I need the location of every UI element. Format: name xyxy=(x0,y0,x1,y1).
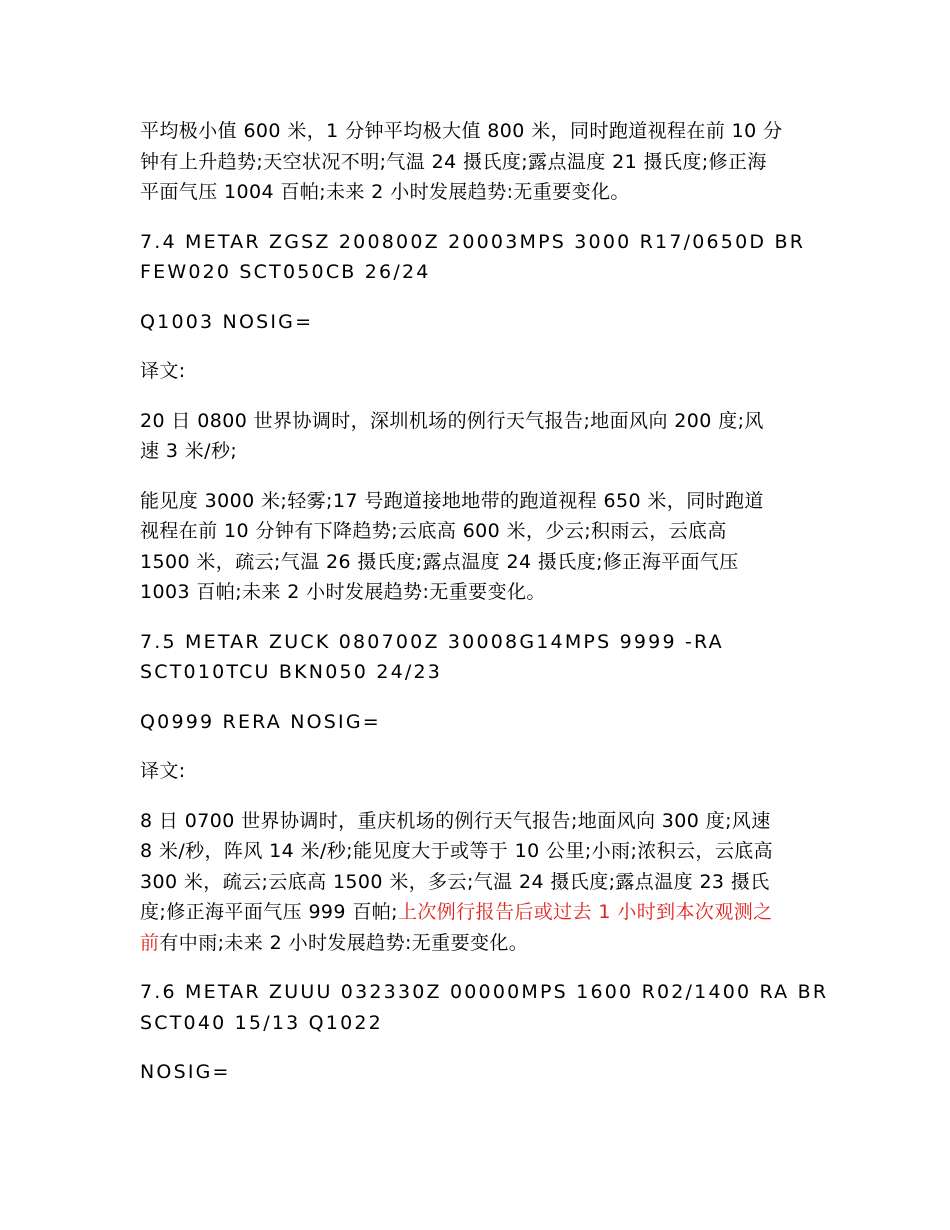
text-line: 8 米/秒，阵风 14 米/秒;能见度大于或等于 10 公里;小雨;浓积云，云底高 xyxy=(140,840,774,862)
text-line: 平面气压 1004 百帕;未来 2 小时发展趋势:无重要变化。 xyxy=(140,181,630,203)
text-line: 1003 百帕;未来 2 小时发展趋势:无重要变化。 xyxy=(140,581,546,603)
paragraph-rvr-continuation xyxy=(140,116,820,208)
mixed-text-line xyxy=(140,928,820,959)
code-line: SCT040 15/13 Q1022 xyxy=(140,1011,383,1034)
metar-code-7-6 xyxy=(140,977,829,1038)
metar-code-7-5-end xyxy=(140,707,820,738)
text-segment: 有中雨;未来 2 小时发展趋势:无重要变化。 xyxy=(159,931,529,954)
text-line: 能见度 3000 米;轻雾;17 号跑道接地地带的跑道视程 650 米，同时跑道 xyxy=(140,489,764,512)
text-line: 平均极小值 600 米，1 分钟平均极大值 800 米，同时跑道视程在前 10 分 xyxy=(140,120,783,142)
code-line: 7.4 METAR ZGSZ 200800Z 20003MPS 3000 R17/0650D BR xyxy=(140,230,806,253)
text-line: 速 3 米/秒; xyxy=(140,440,238,462)
text-segment: 度;修正海平面气压 999 百帕; xyxy=(140,901,398,923)
code-line: NOSIG= xyxy=(140,1061,231,1083)
text-line: 20 日 0800 世界协调时，深圳机场的例行天气报告;地面风向 200 度;风 xyxy=(140,409,764,432)
document-page xyxy=(140,116,829,1088)
text-line: 译文: xyxy=(140,760,186,782)
paragraph-chongqing-report xyxy=(140,806,820,959)
text-line: 钟有上升趋势;天空状况不明;气温 24 摄氏度;露点温度 21 摄氏度;修正海 xyxy=(140,150,767,173)
text-line: 1500 米，疏云;气温 26 摄氏度;露点温度 24 摄氏度;修正海平面气压 xyxy=(140,550,739,573)
highlighted-text: 前 xyxy=(140,931,160,954)
text-line: 300 米，疏云;云底高 1500 米，多云;气温 24 摄氏度;露点温度 23 摄氏 xyxy=(140,870,770,893)
metar-code-7-6-end xyxy=(140,1057,820,1088)
text-line: 8 日 0700 世界协调时，重庆机场的例行天气报告;地面风向 300 度;风速 xyxy=(140,809,771,832)
text-line: 视程在前 10 分钟有下降趋势;云底高 600 米，少云;积雨云，云底高 xyxy=(140,520,727,542)
text-line: 译文: xyxy=(140,360,186,382)
metar-code-7-5 xyxy=(140,627,820,688)
code-line: Q0999 RERA NOSIG= xyxy=(140,710,381,733)
code-line: 7.5 METAR ZUCK 080700Z 30008G14MPS 9999 -RA xyxy=(140,630,724,653)
code-line: FEW020 SCT050CB 26/24 xyxy=(140,261,431,283)
metar-code-7-4-end xyxy=(140,307,820,338)
code-line: Q1003 NOSIG= xyxy=(140,310,314,333)
paragraph-shenzhen-visibility xyxy=(140,486,820,608)
translation-label xyxy=(140,356,820,387)
highlighted-text: 上次例行报告后或过去 1 小时到本次观测之 xyxy=(397,901,773,923)
metar-code-7-4 xyxy=(140,227,820,288)
translation-label xyxy=(140,756,820,787)
code-line: 7.6 METAR ZUUU 032330Z 00000MPS 1600 R02/1400 RA BR xyxy=(140,981,829,1003)
mixed-text-line xyxy=(140,897,820,928)
code-line: SCT010TCU BKN050 24/23 xyxy=(140,661,443,683)
paragraph-shenzhen-report xyxy=(140,406,820,467)
